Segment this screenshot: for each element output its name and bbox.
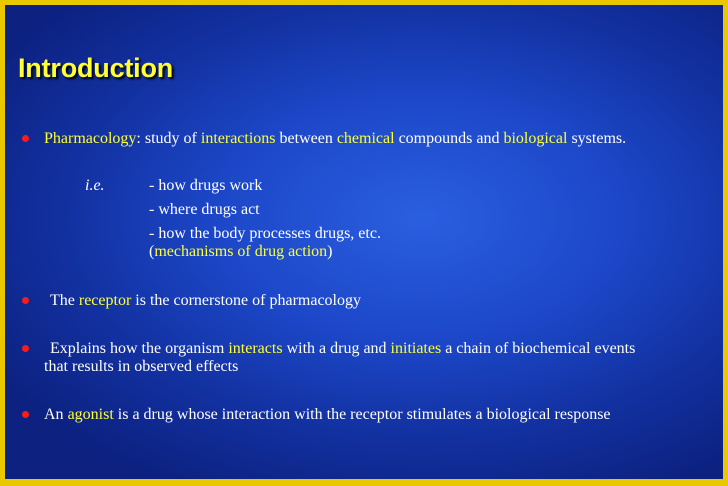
text-segment: Explains how the organism bbox=[50, 340, 229, 357]
text-segment: systems. bbox=[567, 130, 627, 147]
text-segment: An bbox=[44, 406, 68, 423]
term-interacts: interacts bbox=[228, 340, 283, 357]
bullet-pharmacology bbox=[44, 129, 626, 149]
ie-label: i.e. bbox=[85, 177, 105, 194]
term-receptor: receptor bbox=[78, 292, 132, 309]
bullet-dot bbox=[22, 297, 29, 304]
bullet-explains-line2: that results in observed effects bbox=[44, 358, 239, 375]
bullet-dot bbox=[22, 345, 29, 352]
term-pharmacology: Pharmacology bbox=[44, 130, 137, 147]
paren-open: ( bbox=[149, 243, 155, 260]
paren-close: ) bbox=[327, 243, 333, 260]
ie-line-mechanisms bbox=[149, 242, 333, 262]
ie-line-where-drugs-act: - where drugs act bbox=[149, 201, 260, 218]
slide bbox=[5, 5, 723, 479]
term-mechanisms-of-drug-action: mechanisms of drug action bbox=[154, 243, 328, 260]
ie-line-how-drugs-work: - how drugs work bbox=[149, 177, 263, 194]
bullet-receptor bbox=[50, 291, 361, 311]
text-segment: compounds and bbox=[394, 130, 504, 147]
term-biological: biological bbox=[503, 130, 568, 147]
bullet-agonist bbox=[44, 405, 611, 425]
text-segment: : study of bbox=[136, 130, 201, 147]
text-segment: with a drug and bbox=[282, 340, 391, 357]
term-initiates: initiates bbox=[390, 340, 442, 357]
slide-title: Introduction bbox=[18, 53, 174, 83]
bullet-explains bbox=[50, 339, 635, 359]
text-segment: is the cornerstone of pharmacology bbox=[131, 292, 361, 309]
text-segment: The bbox=[50, 292, 79, 309]
bullet-dot bbox=[22, 411, 29, 418]
term-agonist: agonist bbox=[67, 406, 114, 423]
bullet-dot bbox=[22, 135, 29, 142]
term-interactions: interactions bbox=[200, 130, 276, 147]
text-segment: is a drug whose interaction with the receptor stimulates a biological response bbox=[113, 406, 611, 423]
term-chemical: chemical bbox=[336, 130, 395, 147]
text-segment: a chain of biochemical events bbox=[441, 340, 636, 357]
ie-line-body-processes: - how the body processes drugs, etc. bbox=[149, 225, 381, 242]
text-segment: between bbox=[275, 130, 337, 147]
